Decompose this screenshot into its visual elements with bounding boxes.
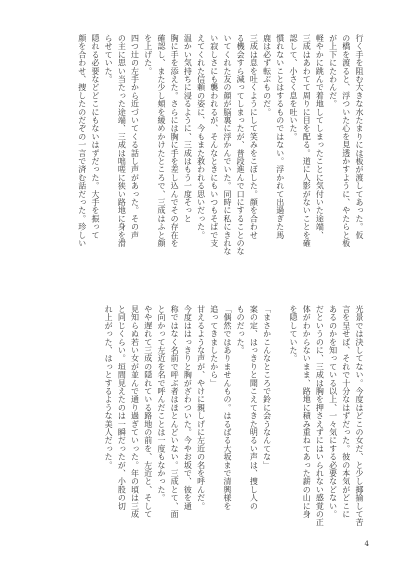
text-column: 甘えるような声が、やけに親しげに左近の名を呼んだ。 [196,305,206,510]
text-column: と同じくらい。垣間見えたのは一瞬だったが、小股の切 [117,305,127,510]
text-column: 言を呈せば、それで十分なはずだった。彼の本気がどこに [341,305,351,519]
text-column: 三成はあわてて周りに目を配る。道に人影がないことを確 [302,34,312,248]
text-column: を隠していた。 [288,305,298,363]
text-column: 鹿は必ず転ぶものだ。 [262,34,272,116]
text-column: 三成は息を吐くようにして笑みをこぼした。顔を合わせ [249,34,259,239]
text-column: 体がわからないまま、路地に積み重ねてあった薪の山に身 [302,305,312,519]
text-column: 四つ辻の左手から近づいてくる話し声があった。その声 [130,34,140,239]
text-column: やや遅れて三成の隠れている路地の前を、左近と、そして [143,305,153,519]
text-column: 案の定、はっきりと聞こえてきた明るい声は、捜し人の [249,305,259,510]
text-column: 顔を合わせ、捜したのだぞの一言で済む話だった。珍しい [77,34,87,248]
text-column: えてくれた信頼の姿に、今もまた救われる思いだった。 [196,34,206,239]
text-column: 温かい気持ちに浸るように、三成はもう一度そっと [183,34,193,223]
text-column: 行く手を阻む大きな水たまりには板が渡してあった。仮 [355,34,364,239]
text-column: 胸に手を添えた。さらには胸に手を差し込んでその存在を [170,34,180,248]
text-column: 慣れないことはするものではない。浮かれて出過ぎた馬 [275,34,285,239]
text-column: 称ではなく名前で呼ぶ者はほとんどいない。三成とて、面 [170,305,180,519]
text-column: れ上がった、はっとするような美人だった。 [104,305,114,469]
text-column: だというのに、三成は胸を押さえずにはいられない感覚の正 [315,305,325,527]
text-column: 「まさかこんなところで鈴に会うなんてな」 [262,305,272,469]
page-number: 4 [364,540,369,548]
text-column: 「偶然ではありませんもの。はるばる大坂まで清興様を [222,305,232,510]
text-column: と向かって左近を名で呼んだことは一度もなかった。 [156,305,166,502]
text-column: 確認し、また少し頬を緩めかけたところで、三成はふと顔 [156,34,166,248]
text-column: 光景では決してない。今度はどこの女だ、と少し揶揄して苦 [355,305,364,527]
text-column: 追ってきましたから」 [209,305,219,387]
text-column: の橋を渡ると、浮ついた心を見透かすように、やたらと板 [341,34,351,248]
text-column: の主に思い当たった途端、三成は咄嗟に狭い路地に身を滑 [117,34,127,248]
lower-text-block [28,305,366,541]
text-column: 隠れる必要などどこにもないはずだった。大手を振って [90,34,100,239]
text-column: い寂しさにも襲われるが、そんなときにもいつもそばで支 [209,34,219,248]
text-column: 認して、小さく息を吐いた。 [288,34,298,141]
text-column [274,305,287,541]
text-column: を上げた。 [143,34,153,75]
text-column: る機会すら減ってしまったが、普段進んで口にすることのな [236,34,246,256]
text-column: 軽やかに跳んで着地してしまったことに気付いた途端、 [315,34,325,239]
text-column: いてくれた友の顔が脳裏に浮かんでいた。同時に私にきれな [222,34,232,256]
text-column: が上下にたわんだ。 [328,34,338,108]
text-column: あるのかを知っている以上、一々気にする必要などない。 [328,305,338,519]
text-column: 見知らぬ若い女が並んで通り過ぎていった。年の頃は三成 [130,305,140,519]
upper-text-block [28,34,366,268]
text-column: ものだった。 [236,305,246,355]
text-column: 今度ははっきりと胸がざわついた。今やお坂で、彼を通 [183,305,193,510]
text-column: らせていた。 [104,34,114,84]
